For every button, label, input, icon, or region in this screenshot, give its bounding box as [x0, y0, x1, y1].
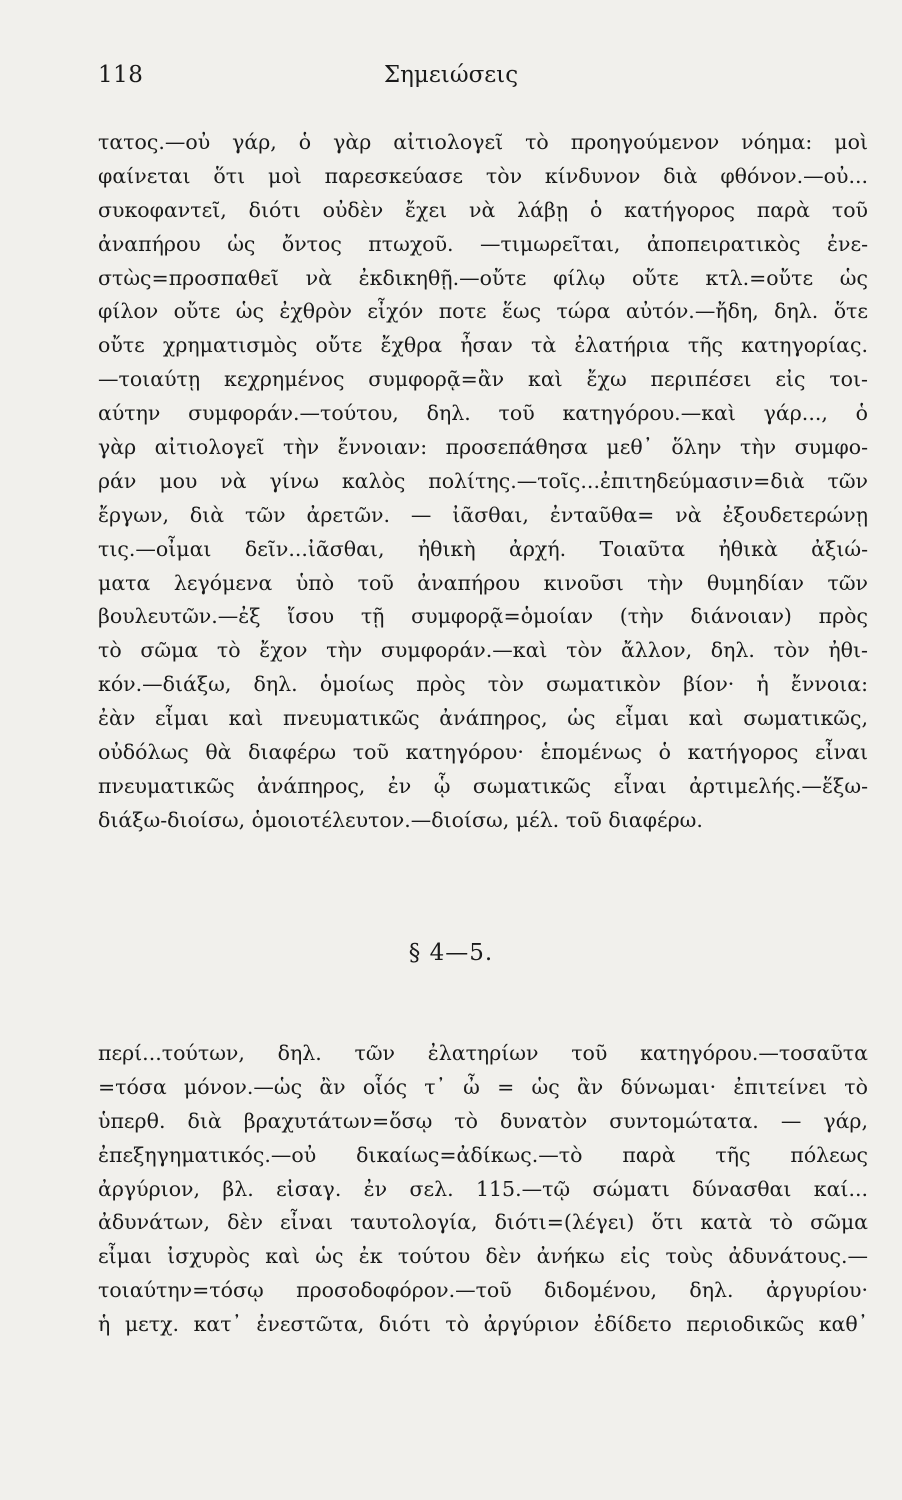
text-line: τατος.—οὐ γάρ, ὁ γὰρ αἰτιολογεῖ τὸ προηγούμενον νόημα: μοὶ	[98, 130, 868, 154]
text-line: περί...τούτων, δηλ. τῶν ἐλατηρίων τοῦ κατηγόρου.—τοσαῦτα	[98, 1041, 868, 1065]
text-line: ἀναπήρου ὡς ὄντος πτωχοῦ. —τιμωρεῖται, ἀποπειρατικὸς ἐνε-	[98, 231, 868, 256]
text-line: ἀργύριον, βλ. εἰσαγ. ἐν σελ. 115.—τῷ σώματι δύνασθαι καί...	[98, 1176, 868, 1201]
text-line: ἐπεξηγηματικός.—οὐ δικαίως=ἀδίκως.—τὸ παρὰ τῆς πόλεως	[98, 1142, 868, 1167]
text-line: βουλευτῶν.—ἐξ ἴσου τῇ συμφορᾷ=ὁμοίαν (τὴν διάνοιαν) πρὸς	[98, 604, 868, 629]
text-line: εἶμαι ἰσχυρὸς καὶ ὡς ἐκ τούτου δὲν ἀνήκω εἰς τοὺς ἀδυνάτους.—	[98, 1244, 868, 1269]
running-head: Σημειώσεις	[383, 62, 519, 88]
text-line: ράν μου νὰ γίνω καλὸς πολίτης.—τοῖς...ἐπιτηδεύμασιν=διὰ τῶν	[98, 468, 868, 493]
text-line: τοιαύτην=τόσῳ προσοδοφόρον.—τοῦ διδομένου, δηλ. ἀργυρίου·	[98, 1278, 868, 1303]
text-line: στὼς=προσπαθεῖ νὰ ἐκδικηθῇ.—οὔτε φίλῳ οὔτε κτλ.=οὔτε ὡς	[98, 265, 868, 290]
text-line: ἐὰν εἶμαι καὶ πνευματικῶς ἀνάπηρος, ὡς εἶμαι καὶ σωματικῶς,	[98, 706, 868, 731]
commentary-block-2	[98, 1037, 868, 1342]
text-line: —τοιαύτῃ κεχρημένος συμφορᾷ=ἂν καὶ ἔχω περιπέσει εἰς τοι-	[98, 367, 868, 392]
text-line: κόν.—διάξω, δηλ. ὁμοίως πρὸς τὸν σωματικὸν βίον· ἡ ἔννοια:	[98, 672, 868, 697]
text-line: ἀδυνάτων, δὲν εἶναι ταυτολογία, διότι=(λέγει) ὅτι κατὰ τὸ σῶμα	[98, 1210, 868, 1235]
text-line: διάξω-διοίσω, ὁμοιοτέλευτον.—διοίσω, μέλ. τοῦ διαφέρω.	[98, 807, 703, 832]
text-line: πνευματικῶς ἀνάπηρος, ἐν ᾧ σωματικῶς εἶναι ἀρτιμελής.—ἕξω-	[98, 773, 868, 798]
page-header	[98, 62, 804, 96]
page-number: 118	[98, 62, 144, 88]
text-line: ἔργων, διὰ τῶν ἀρετῶν. — ἰᾶσθαι, ἐνταῦθα= νὰ ἐξουδετερώνῃ	[98, 502, 868, 527]
text-line: γὰρ αἰτιολογεῖ τὴν ἔννοιαν: προσεπάθησα μεθ᾿ ὅλην τὴν συμφο-	[98, 435, 868, 460]
text-line: οὐδόλως θὰ διαφέρω τοῦ κατηγόρου· ἑπομένως ὁ κατήγορος εἶναι	[98, 740, 868, 765]
text-line: ὑπερθ. διὰ βραχυτάτων=ὅσῳ τὸ δυνατὸν συντομώτατα. — γάρ,	[98, 1108, 868, 1133]
text-line: αύτην συμφοράν.—τούτου, δηλ. τοῦ κατηγόρου.—καὶ γάρ..., ὁ	[98, 401, 868, 426]
text-line: ματα λεγόμενα ὑπὸ τοῦ ἀναπήρου κινοῦσι τὴν θυμηδίαν τῶν	[98, 570, 868, 595]
text-line: οὔτε χρηματισμὸς οὔτε ἔχθρα ἦσαν τὰ ἐλατήρια τῆς κατηγορίας.	[98, 333, 868, 358]
text-line: =τόσα μόνον.—ὡς ἂν οἷός τ᾿ ὦ = ὡς ἂν δύνωμαι· ἐπιτείνει τὸ	[98, 1074, 868, 1099]
commentary-block-1	[98, 126, 868, 838]
text-line: τὸ σῶμα τὸ ἔχον τὴν συμφοράν.—καὶ τὸν ἄλλον, δηλ. τὸν ἠθι-	[98, 638, 868, 663]
text-line: συκοφαντεῖ, διότι οὐδὲν ἔχει νὰ λάβῃ ὁ κατήγορος παρὰ τοῦ	[98, 197, 868, 222]
section-heading: § 4—5.	[408, 940, 494, 966]
text-line: τις.—οἶμαι δεῖν...ἰᾶσθαι, ἠθικὴ ἀρχή. Τοιαῦτα ἠθικὰ ἀξιώ-	[98, 536, 868, 561]
text-line: φίλον οὔτε ὡς ἐχθρὸν εἶχόν ποτε ἕως τώρα αὐτόν.—ἤδη, δηλ. ὅτε	[98, 299, 868, 324]
text-line: φαίνεται ὅτι μοὶ παρεσκεύασε τὸν κίνδυνον διὰ φθόνον.—οὐ...	[98, 163, 868, 188]
text-line: ἡ μετχ. κατ᾿ ἐνεστῶτα, διότι τὸ ἀργύριον ἐδίδετο περιοδικῶς καθ᾿	[98, 1312, 868, 1337]
